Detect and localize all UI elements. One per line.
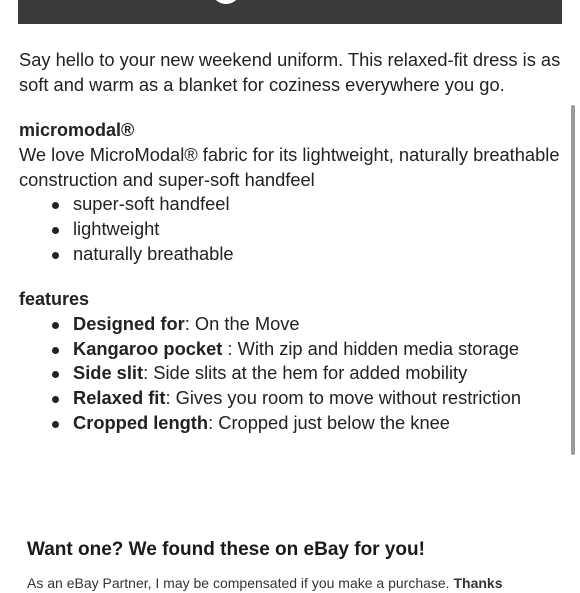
feature-text: : On the Move	[184, 313, 300, 335]
micromodal-text: We love MicroModal® fabric for its lightweight, naturally breathable construction and super-soft handfeel	[19, 144, 560, 190]
feature-item	[73, 411, 567, 436]
features-list	[19, 312, 567, 435]
micromodal-bullets	[19, 192, 567, 266]
list-item: lightweight	[73, 217, 567, 242]
feature-text: : Side slits at the hem for added mobility	[143, 362, 468, 384]
ebay-disclosure	[27, 573, 567, 593]
top-toolbar	[18, 0, 562, 24]
toolbar-button[interactable]	[211, 0, 241, 4]
scrollbar[interactable]	[571, 105, 575, 455]
features-title: features	[19, 289, 90, 310]
ebay-heading: Want one? We found these on eBay for you!	[27, 539, 425, 560]
feature-label: Cropped length	[73, 411, 209, 433]
list-item: super-soft handfeel	[73, 192, 567, 217]
ebay-section	[27, 537, 567, 593]
feature-label: Designed for	[73, 313, 185, 335]
ebay-note-bold: Thanks	[453, 575, 503, 591]
feature-text: : Gives you room to move without restriction	[165, 386, 522, 408]
feature-label: Kangaroo pocket	[73, 337, 223, 359]
intro-text: Say hello to your new weekend uniform. This relaxed-fit dress is as soft and warm as a blanket for coziness everywhere you go.	[19, 49, 561, 95]
feature-item	[73, 312, 567, 337]
feature-text: : Cropped just below the knee	[208, 411, 450, 433]
feature-item	[73, 386, 567, 411]
feature-item	[73, 337, 567, 362]
micromodal-title: micromodal®	[19, 120, 135, 141]
feature-item	[73, 361, 567, 386]
feature-label: Side slit	[73, 362, 144, 384]
list-item: naturally breathable	[73, 242, 567, 267]
feature-label: Relaxed fit	[73, 386, 166, 408]
description-content	[19, 48, 567, 435]
ebay-note-text: As an eBay Partner, I may be compensated if you make a purchase.	[27, 575, 450, 591]
feature-text: : With zip and hidden media storage	[222, 337, 520, 359]
